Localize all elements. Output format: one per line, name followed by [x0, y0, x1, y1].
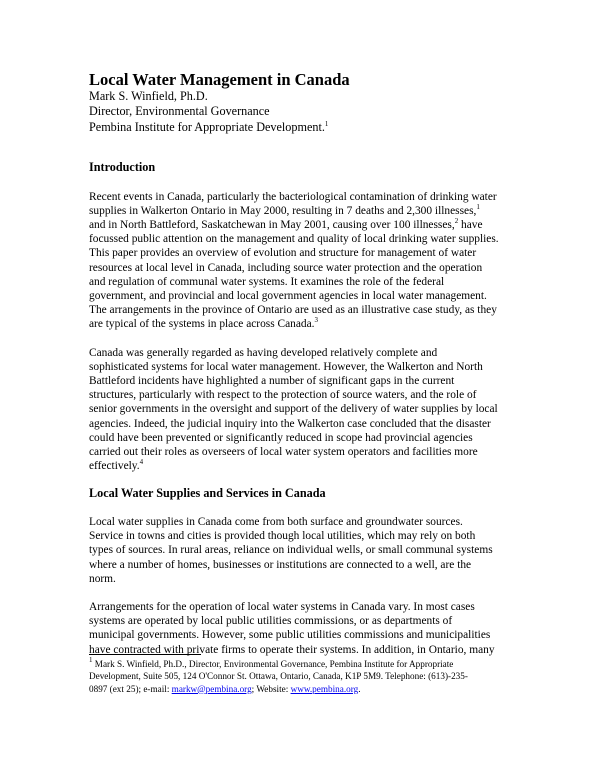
footnote-ref-4[interactable]: 4 — [139, 458, 144, 467]
footnote-1: $^1$ Mark S. Winfield, Ph.D., Director, Environmental Governance, Pembina Institute for Appropriate Development, Suite 505, 124 O'Connor St. Ottawa, Ontario, Canada, K1P 5M9. Telephone: (613)-235- 0897 (ext 25); e-mail: markw@pembina.org; Website: www.pembina.org. — [89, 656, 468, 694]
email-link[interactable]: markw@pembina.org — [171, 683, 252, 694]
footnote-separator — [89, 654, 201, 655]
intro-paragraph-1: Recent events in Canada, particularly the bacteriological contamination of drinking water supplies in Walkerton Ontario in May 2000, resulting in 7 deaths and 2,300 illnesses,$^1$ and in North Battleford, Saskatchewan in May 2001, causing over 100 illnesses,$^2$ have focussed public attention on the management and quality of local drinking water supplies. This paper provides an overview of evolution and structure for management of water resources at local level in Canada, including source water protection and the operation and regulation of communal water systems. It examines the role of the federal government, and provincial and local government agencies in local water management. The arrangements in the province of Ontario are used as an illustrative case study, as they are typical of the systems in place across Canada.$^3$ — [89, 190, 499, 331]
footnote-ref-2[interactable]: 2 — [454, 217, 459, 226]
author-organization — [89, 120, 519, 135]
supplies-heading: Local Water Supplies and Services in Canada — [89, 486, 326, 501]
footnote-ref-1[interactable]: 1 — [324, 119, 329, 128]
page-body — [89, 70, 519, 657]
introduction-heading: Introduction — [89, 160, 156, 175]
author-organization-text: Pembina Institute for Appropriate Development. — [89, 119, 325, 134]
intro-paragraph-2: Canada was generally regarded as having developed relatively complete and sophisticated systems for local water management. However, the Walkerton and North Battleford incidents have highlighted a number of significant gaps in the current structures, particularly with respect to the protection of source waters, and the role of senior governments in the oversight and support of the delivery of water supplies by local agencies. Indeed, the judicial inquiry into the Walkerton case concluded that the disaster could have been prevented or significantly reduced in scope had provincial agencies carried out their roles as overseers of local water system operators and facilities more effectively.$^4$ — [89, 346, 498, 473]
supplies-paragraph-2: Arrangements for the operation of local water systems in Canada vary. In most cases systems are operated by local public utilities commissions, or as departments of municipal governments. However, some public utilities commissions and municipalities have contracted with private firms to operate their systems. In addition, in Ontario, many — [89, 600, 495, 656]
author-role: Director, Environmental Governance — [89, 104, 270, 119]
website-link[interactable]: www.pembina.org — [290, 683, 359, 694]
document-title: Local Water Management in Canada — [89, 70, 350, 89]
author-name: Mark S. Winfield, Ph.D. — [89, 89, 208, 103]
supplies-paragraph-1: Local water supplies in Canada come from both surface and groundwater sources. Service in towns and cities is provided though local utilities, which may rely on both types of sources. In rural areas, reliance on individual wells, or small communal systems where a number of homes, businesses or institutions are connected to a well, are the norm. — [89, 515, 493, 585]
footnote-ref-3[interactable]: 3 — [314, 316, 319, 325]
footnote-mark: 1 — [89, 656, 93, 664]
footnote-ref-1b[interactable]: 1 — [476, 202, 480, 211]
